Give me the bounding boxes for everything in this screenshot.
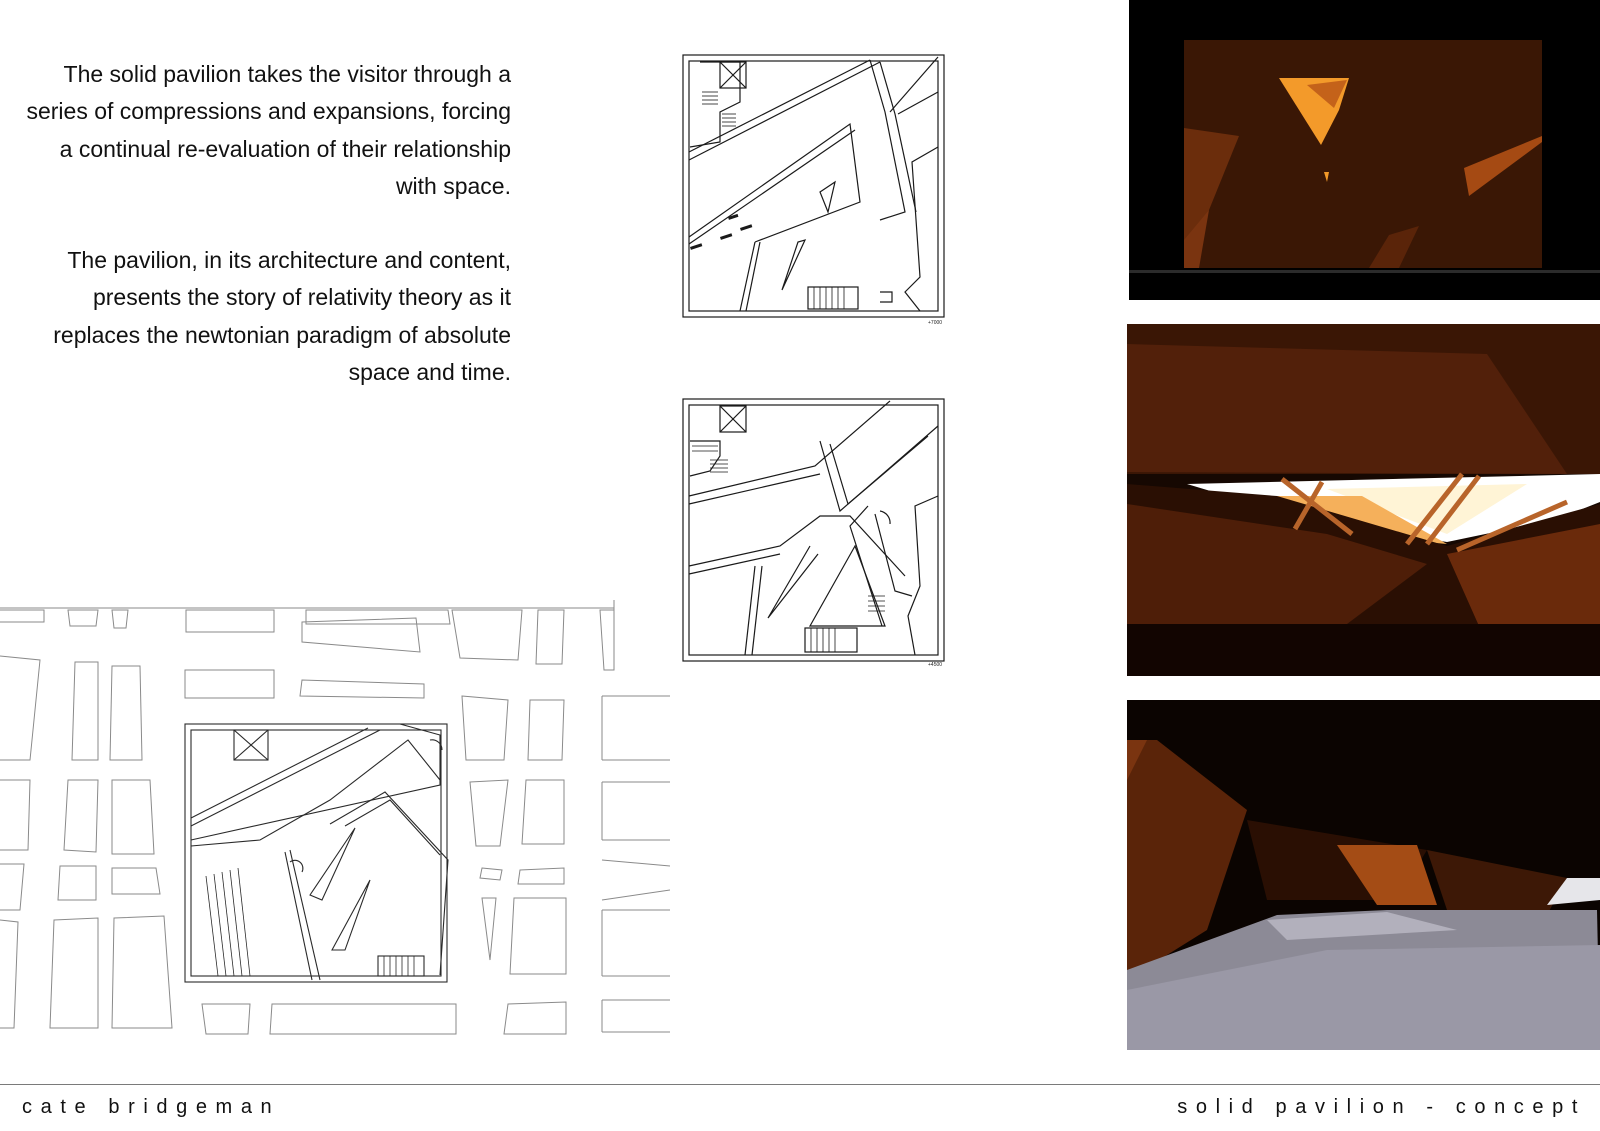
footer-project-title: solid pavilion - concept [1177, 1096, 1586, 1118]
description-paragraph-1: The solid pavilion takes the visitor through a series of compressions and expansions, forcing a continual re-evaluation of their relationship with space. [26, 61, 511, 199]
upper-plan-level-label: +7000 [928, 320, 943, 326]
lower-floor-plan [680, 396, 948, 672]
interior-render-3 [1127, 700, 1600, 1050]
lower-plan-level-label: +4500 [928, 662, 943, 668]
description-paragraph-2: The pavilion, in its architecture and content, presents the story of relativity theory as it replaces the newtonian paradigm of absolute space and time. [53, 247, 511, 386]
footer-author: cate bridgeman [22, 1096, 281, 1118]
interior-render-2 [1127, 324, 1600, 676]
upper-floor-plan [680, 52, 948, 328]
project-description [20, 56, 511, 428]
interior-render-1 [1129, 0, 1600, 300]
footer-divider [0, 1084, 1600, 1085]
site-plan [0, 600, 670, 1040]
